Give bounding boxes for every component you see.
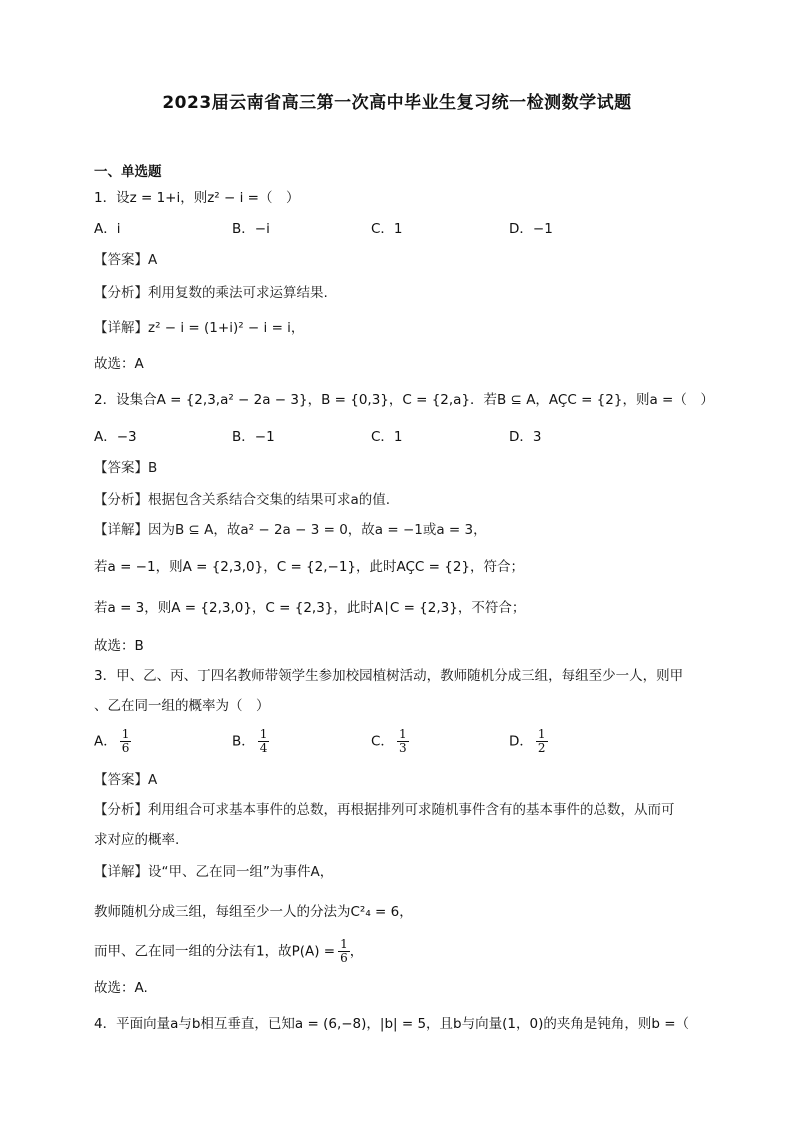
question-2-case-1: 若a = −1，则A = {2,3,0}，C = {2,−1}，此时AÇC = {2}，符合； — [94, 559, 525, 575]
question-3-analysis-line-1: 【分析】利用组合可求基本事件的总数，再根据排列可求随机事件含有的基本事件的总数，从而可 — [94, 802, 675, 818]
question-2-option-c: C．1 — [371, 429, 403, 445]
question-1-option-a: A．i — [94, 221, 121, 237]
question-1-option-c: C．1 — [371, 221, 403, 237]
page-title: 2023届云南省高三第一次高中毕业生复习统一检测数学试题 — [162, 93, 632, 113]
question-2-answer: 【答案】B — [94, 460, 158, 476]
fraction: $\frac{1}{4}$ — [259, 727, 268, 755]
question-3-answer: 【答案】A — [94, 772, 158, 788]
question-1-detail: 【详解】z² − i = (1+i)² − i = i， — [94, 320, 305, 336]
section-heading: 一、单选题 — [94, 164, 162, 180]
question-2-stem: 2．设集合A = {2,3,a² − 2a − 3}，B = {0,3}，C = {2,a}．若B ⊆ A，AÇC = {2}，则a =（ ） — [94, 392, 714, 408]
option-label: A． — [94, 733, 117, 750]
question-2-option-b: B．−1 — [232, 429, 275, 445]
fraction: $\frac{1}{6}$ — [121, 727, 130, 755]
option-label: D． — [509, 733, 533, 750]
question-1-analysis: 【分析】利用复数的乘法可求运算结果. — [94, 285, 328, 301]
fraction: $\frac{1}{3}$ — [398, 727, 407, 755]
question-4-stem: 4．平面向量a与b相互垂直，已知a = (6,−8)，|b| = 5，且b与向量(1，0)的夹角是钝角，则b =（ — [94, 1016, 690, 1032]
question-3-detail-line-2: 教师随机分成三组，每组至少一人的分法为C²₄ = 6， — [94, 904, 413, 920]
option-label: B． — [232, 733, 255, 750]
fraction: $\frac{1}{2}$ — [537, 727, 546, 755]
question-1-stem: 1．设z = 1+i，则z² − i =（ ） — [94, 190, 300, 206]
question-3-detail-line-3: 而甲、乙在同一组的分法有1，故P(A) = $\frac{1}{6}$ ， — [94, 937, 364, 965]
question-1-answer: 【答案】A — [94, 252, 158, 268]
question-3-option-c — [371, 728, 409, 755]
question-2-choose: 故选：B — [94, 638, 144, 654]
fraction: $\frac{1}{6}$ — [340, 937, 348, 965]
question-1-choose: 故选：A — [94, 356, 144, 372]
question-3-analysis-line-2: 求对应的概率. — [94, 832, 180, 848]
question-3-option-a — [94, 728, 131, 755]
option-label: C． — [371, 733, 394, 750]
question-3-option-b — [232, 728, 269, 755]
question-2-option-d: D．3 — [509, 429, 542, 445]
question-1-option-b: B．−i — [232, 221, 270, 237]
question-1-option-d: D．−1 — [509, 221, 553, 237]
question-2-case-2: 若a = 3，则A = {2,3,0}，C = {2,3}，此时A∣C = {2,3}，不符合； — [94, 600, 526, 616]
question-3-stem-line-2: 、乙在同一组的概率为（ ） — [94, 698, 270, 714]
question-2-analysis: 【分析】根据包含关系结合交集的结果可求a的值. — [94, 492, 391, 508]
question-3-detail: 【详解】设“甲、乙在同一组”为事件A， — [94, 864, 334, 880]
question-3-stem-line-1: 3．甲、乙、丙、丁四名教师带领学生参加校园植树活动，教师随机分成三组，每组至少一人，则甲 — [94, 668, 684, 684]
question-2-option-a: A．−3 — [94, 429, 137, 445]
question-3-choose: 故选：A. — [94, 980, 148, 996]
question-3-option-d — [509, 728, 548, 755]
question-2-detail: 【详解】因为B ⊆ A，故a² − 2a − 3 = 0，故a = −1或a = 3， — [94, 522, 487, 538]
